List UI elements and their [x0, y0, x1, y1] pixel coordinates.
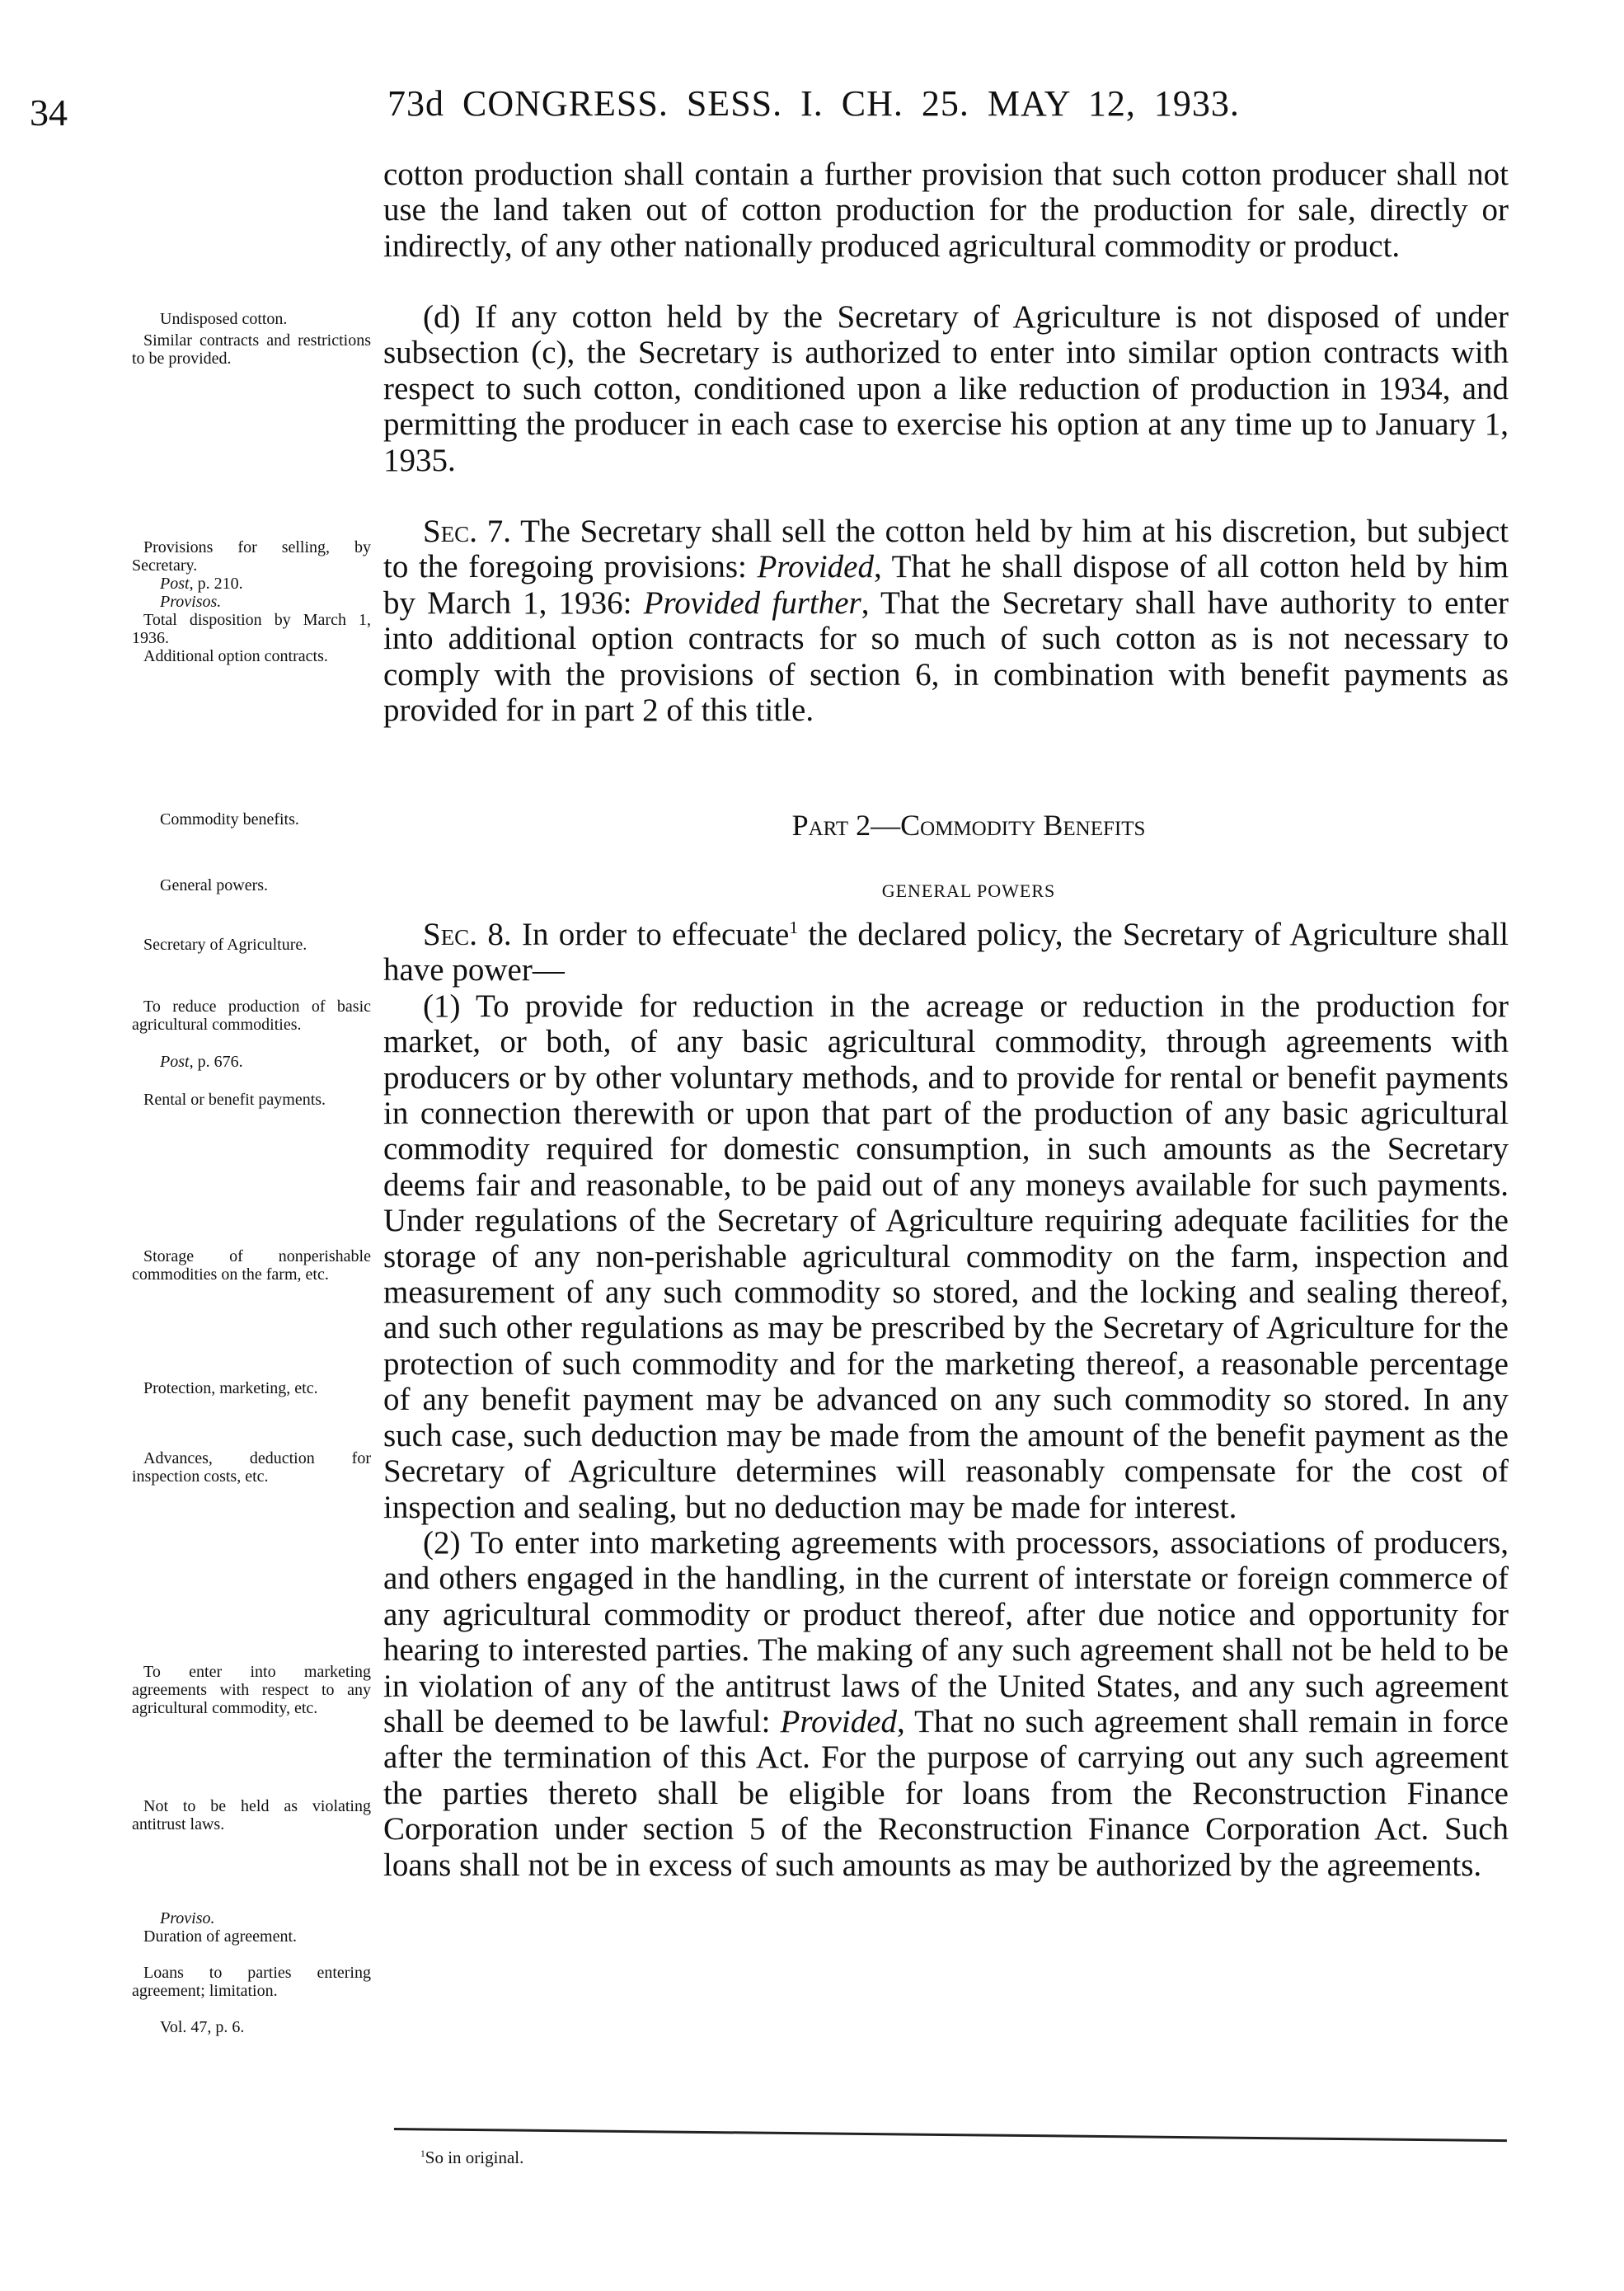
margin-note-commodity-benefits: Commodity benefits. [160, 810, 299, 829]
margin-note-additional-option: Additional option contracts. [143, 647, 328, 665]
text-run: , p. 210. [189, 575, 243, 593]
margin-note-antitrust: Not to be held as violating antitrust laws. [132, 1797, 371, 1833]
margin-note-vol47: Vol. 47, p. 6. [160, 2018, 245, 2036]
margin-note-duration: Duration of agreement. [143, 1927, 298, 1946]
margin-note-secretary-agriculture: Secretary of Agriculture. [143, 936, 307, 954]
margin-note-post-676 [148, 1053, 369, 1071]
paragraph: (d) If any cotton held by the Secretary of Agriculture is not disposed of under subsection (c), the Secretary is authorized to enter into similar option contracts with respect to such cotton, conditioned upon a like reduction of production in 1934, and permitting the producer in each case to exercise his option at any time up to January 1, 1935. [383, 299, 1509, 478]
italic-term: Post [160, 1053, 190, 1071]
text-run: The Secretary shall sell the cotton held by him at his discretion, but subject to the foregoing provisions: [383, 514, 1509, 585]
italic-term: Proviso. [160, 1909, 215, 1927]
section-label: Sec. [423, 514, 477, 549]
paragraph [383, 514, 1509, 728]
italic-term: Provided [757, 549, 874, 585]
section-label: Sec. [423, 917, 477, 952]
margin-note-provisos [148, 593, 369, 611]
text-run: , That no such agreement shall remain in force after the termination of this Act. For the purpose of carrying out any such agreement the parties thereto shall be eligible for loans from the Reconstruction Finance Corporation under section 5 of the Reconstruction Finance Corporation Act. Such loans shall not be in excess of such amounts as may be authorized by the agreements. [383, 1703, 1509, 1883]
body-block-subsection-d [383, 299, 1509, 478]
section-number: 7. [486, 514, 512, 549]
paragraph-2 [383, 1525, 1509, 1883]
text-run: , That he shall dispose of all cotton held by him by March 1, 1936: [383, 549, 1509, 621]
body-block-cotton-production [383, 157, 1509, 264]
margin-note-total-disposition: Total disposition by March 1, 1936. [132, 611, 371, 647]
italic-term: Provided further [643, 584, 861, 621]
section-7 [383, 514, 1509, 728]
text-run: (2) To enter into marketing agreements with processors, associations of producers, and others engaged in the handling, in the current of interstate or foreign commerce of any agricultural commodity or product thereof, after due notice and opportunity for hearing to interested parties. The making of any such agreement shall not be held to be in violation of any of the antitrust laws of the United States, and any such agreement shall be deemed to be lawful: [383, 1524, 1509, 1739]
margin-note-advances: Advances, deduction for inspection costs, etc. [132, 1449, 371, 1486]
section-8 [383, 917, 1509, 1883]
footnote-text: So in original. [425, 2148, 524, 2167]
footnote-marker: 1 [420, 2149, 425, 2159]
italic-term: Provided [780, 1703, 898, 1739]
italic-term: Post [160, 575, 190, 593]
paragraph [383, 917, 1509, 988]
text-run: the declared policy, the Secretary of Agriculture shall have power— [383, 917, 1509, 988]
margin-note-post-210 [148, 575, 369, 593]
dash: — [871, 809, 901, 842]
paragraph-1: (1) To provide for reduction in the acreage or reduction in the production for market, or both, of any basic agricultural commodity, through agreements with producers or by other voluntary methods, and to provide for rental or benefit payments in connection therewith or upon that part of the production of any basic agricultural commodity required for domestic consumption, in such amounts as the Secretary deems fair and reasonable, to be paid out of any moneys available for such payments. Under regulations of the Secretary of Agriculture requiring adequate facilities for the storage of any non-perishable agricultural commodity on the farm, inspection and measurement of any such commodity so stored, and the locking and sealing thereof, and such other regulations as may be prescribed by the Secretary of Agriculture for the protection of such commodity and for the marketing thereof, a reasonable percentage of any benefit payment may be advanced on any such commodity so stored. In any such case, such deduction may be made from the amount of the benefit payment as the Secretary of Agriculture determines will reasonably compensate for the cost of inspection and sealing, but no deduction may be made for interest. [383, 988, 1509, 1525]
page-number: 34 [30, 92, 68, 134]
margin-note-marketing-agreements: To enter into marketing agreements with respect to any agricultural commodity, etc. [132, 1663, 371, 1717]
margin-note-similar-contracts: Similar contracts and restrictions to be provided. [132, 331, 371, 368]
margin-note-undisposed: Undisposed cotton. [160, 310, 288, 328]
margin-note-reduce-production: To reduce production of basic agricultural commodities. [132, 998, 371, 1034]
footnote [420, 2148, 523, 2168]
paragraph: cotton production shall contain a further provision that such cotton producer shall not use the land taken out of cotton production for the production for sale, directly or indirectly, of any other nationally produced agricultural commodity or product. [383, 157, 1509, 264]
margin-note-provisions-selling: Provisions for selling, by Secretary. [132, 538, 371, 575]
margin-note-general-powers: General powers. [160, 876, 269, 894]
part-title: Commodity Benefits [900, 809, 1146, 842]
margin-note-proviso [148, 1909, 369, 1927]
text-run: , p. 676. [189, 1053, 243, 1071]
general-powers-heading: GENERAL POWERS [881, 880, 1056, 901]
part-label: Part 2 [791, 809, 871, 842]
running-head: 73d CONGRESS. SESS. I. CH. 25. MAY 12, 1933. [387, 83, 1240, 124]
footnote-rule [394, 2128, 1507, 2142]
margin-note-loans: Loans to parties entering agreement; limitation. [132, 1964, 371, 2000]
italic-term: Provisos. [160, 593, 222, 611]
text-run: In order to effecuate [521, 917, 790, 952]
text-run: , That the Secretary shall have authority to enter into additional option contracts for so much of such cotton as is not necessary to comply with the provisions of section 6, in combination with benefit payments as provided for in part 2 of this title. [383, 584, 1509, 729]
margin-note-storage: Storage of nonperishable commodities on the farm, etc. [132, 1247, 371, 1284]
margin-note-rental-benefit: Rental or benefit payments. [143, 1091, 326, 1109]
footnote-ref: 1 [789, 918, 799, 937]
margin-note-protection: Protection, marketing, etc. [143, 1379, 318, 1397]
section-number: 8. [487, 917, 512, 952]
